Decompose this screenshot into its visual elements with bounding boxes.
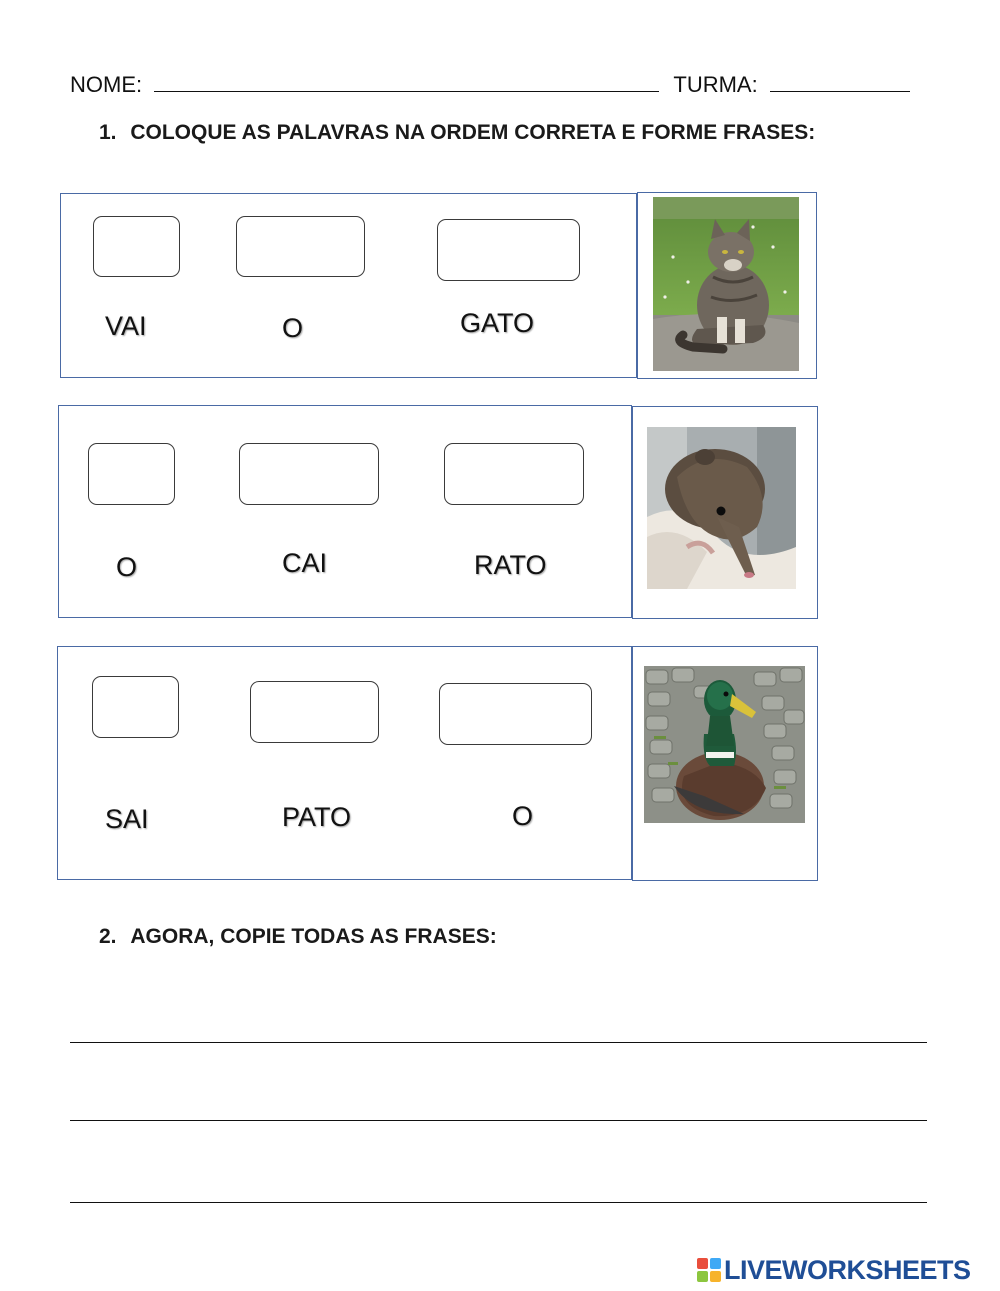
word-tile-3-2[interactable]: PATO — [282, 802, 352, 832]
word-tile-2-2[interactable]: CAI — [282, 548, 328, 578]
logo-square-4 — [710, 1271, 721, 1282]
answer-box-2-3[interactable] — [444, 443, 584, 505]
word-tile-3-1[interactable]: SAI — [105, 804, 149, 834]
liveworksheets-wordmark: LIVEWORKSHEETS — [724, 1254, 971, 1285]
cat-photo — [653, 197, 799, 371]
answer-box-1-3[interactable] — [437, 219, 580, 281]
answer-box-2-1[interactable] — [88, 443, 175, 505]
class-label: TURMA: — [673, 72, 758, 97]
liveworksheets-mark-icon — [697, 1258, 721, 1282]
word-tile-1-2[interactable]: O — [282, 313, 304, 343]
answer-box-2-2[interactable] — [239, 443, 379, 505]
header-line — [70, 72, 910, 98]
writing-line-3[interactable] — [70, 1202, 927, 1203]
question-1-text: COLOQUE AS PALAVRAS NA ORDEM CORRETA E FORME FRASES: — [130, 121, 816, 144]
logo-square-2 — [710, 1258, 721, 1269]
answer-box-1-2[interactable] — [236, 216, 365, 277]
answer-input-3-2[interactable] — [251, 682, 382, 744]
word-tile-1-3[interactable]: GATO — [460, 308, 535, 338]
name-field[interactable] — [154, 73, 659, 92]
mouse-photo — [647, 427, 796, 589]
name-label: NOME: — [70, 72, 143, 97]
answer-input-2-1[interactable] — [89, 444, 178, 506]
answer-input-1-1[interactable] — [94, 217, 183, 278]
answer-box-1-1[interactable] — [93, 216, 180, 277]
answer-box-3-3[interactable] — [439, 683, 592, 745]
question-2-text: AGORA, COPIE TODAS AS FRASES: — [130, 925, 497, 948]
class-field[interactable] — [770, 73, 910, 92]
question-2-number: 2. — [99, 925, 117, 948]
answer-box-3-2[interactable] — [250, 681, 379, 743]
answer-input-1-3[interactable] — [438, 220, 583, 282]
word-tile-2-3[interactable]: RATO — [474, 550, 547, 580]
duck-photo — [644, 666, 805, 823]
answer-input-2-2[interactable] — [240, 444, 382, 506]
question-2-title — [99, 925, 497, 949]
question-1-title — [99, 121, 815, 145]
exercise-2-panel — [58, 405, 632, 618]
answer-input-3-1[interactable] — [93, 677, 182, 739]
writing-line-1[interactable] — [70, 1042, 927, 1043]
answer-box-3-1[interactable] — [92, 676, 179, 738]
question-1-number: 1. — [99, 121, 117, 144]
answer-input-1-2[interactable] — [237, 217, 368, 278]
logo-square-3 — [697, 1271, 708, 1282]
word-tile-2-1[interactable]: O — [116, 552, 138, 582]
word-tile-3-3[interactable]: O — [512, 801, 534, 831]
answer-input-2-3[interactable] — [445, 444, 587, 506]
answer-input-3-3[interactable] — [440, 684, 595, 746]
word-tile-1-1[interactable]: VAI — [105, 311, 147, 341]
writing-line-2[interactable] — [70, 1120, 927, 1121]
liveworksheets-logo — [697, 1255, 971, 1285]
logo-square-1 — [697, 1258, 708, 1269]
